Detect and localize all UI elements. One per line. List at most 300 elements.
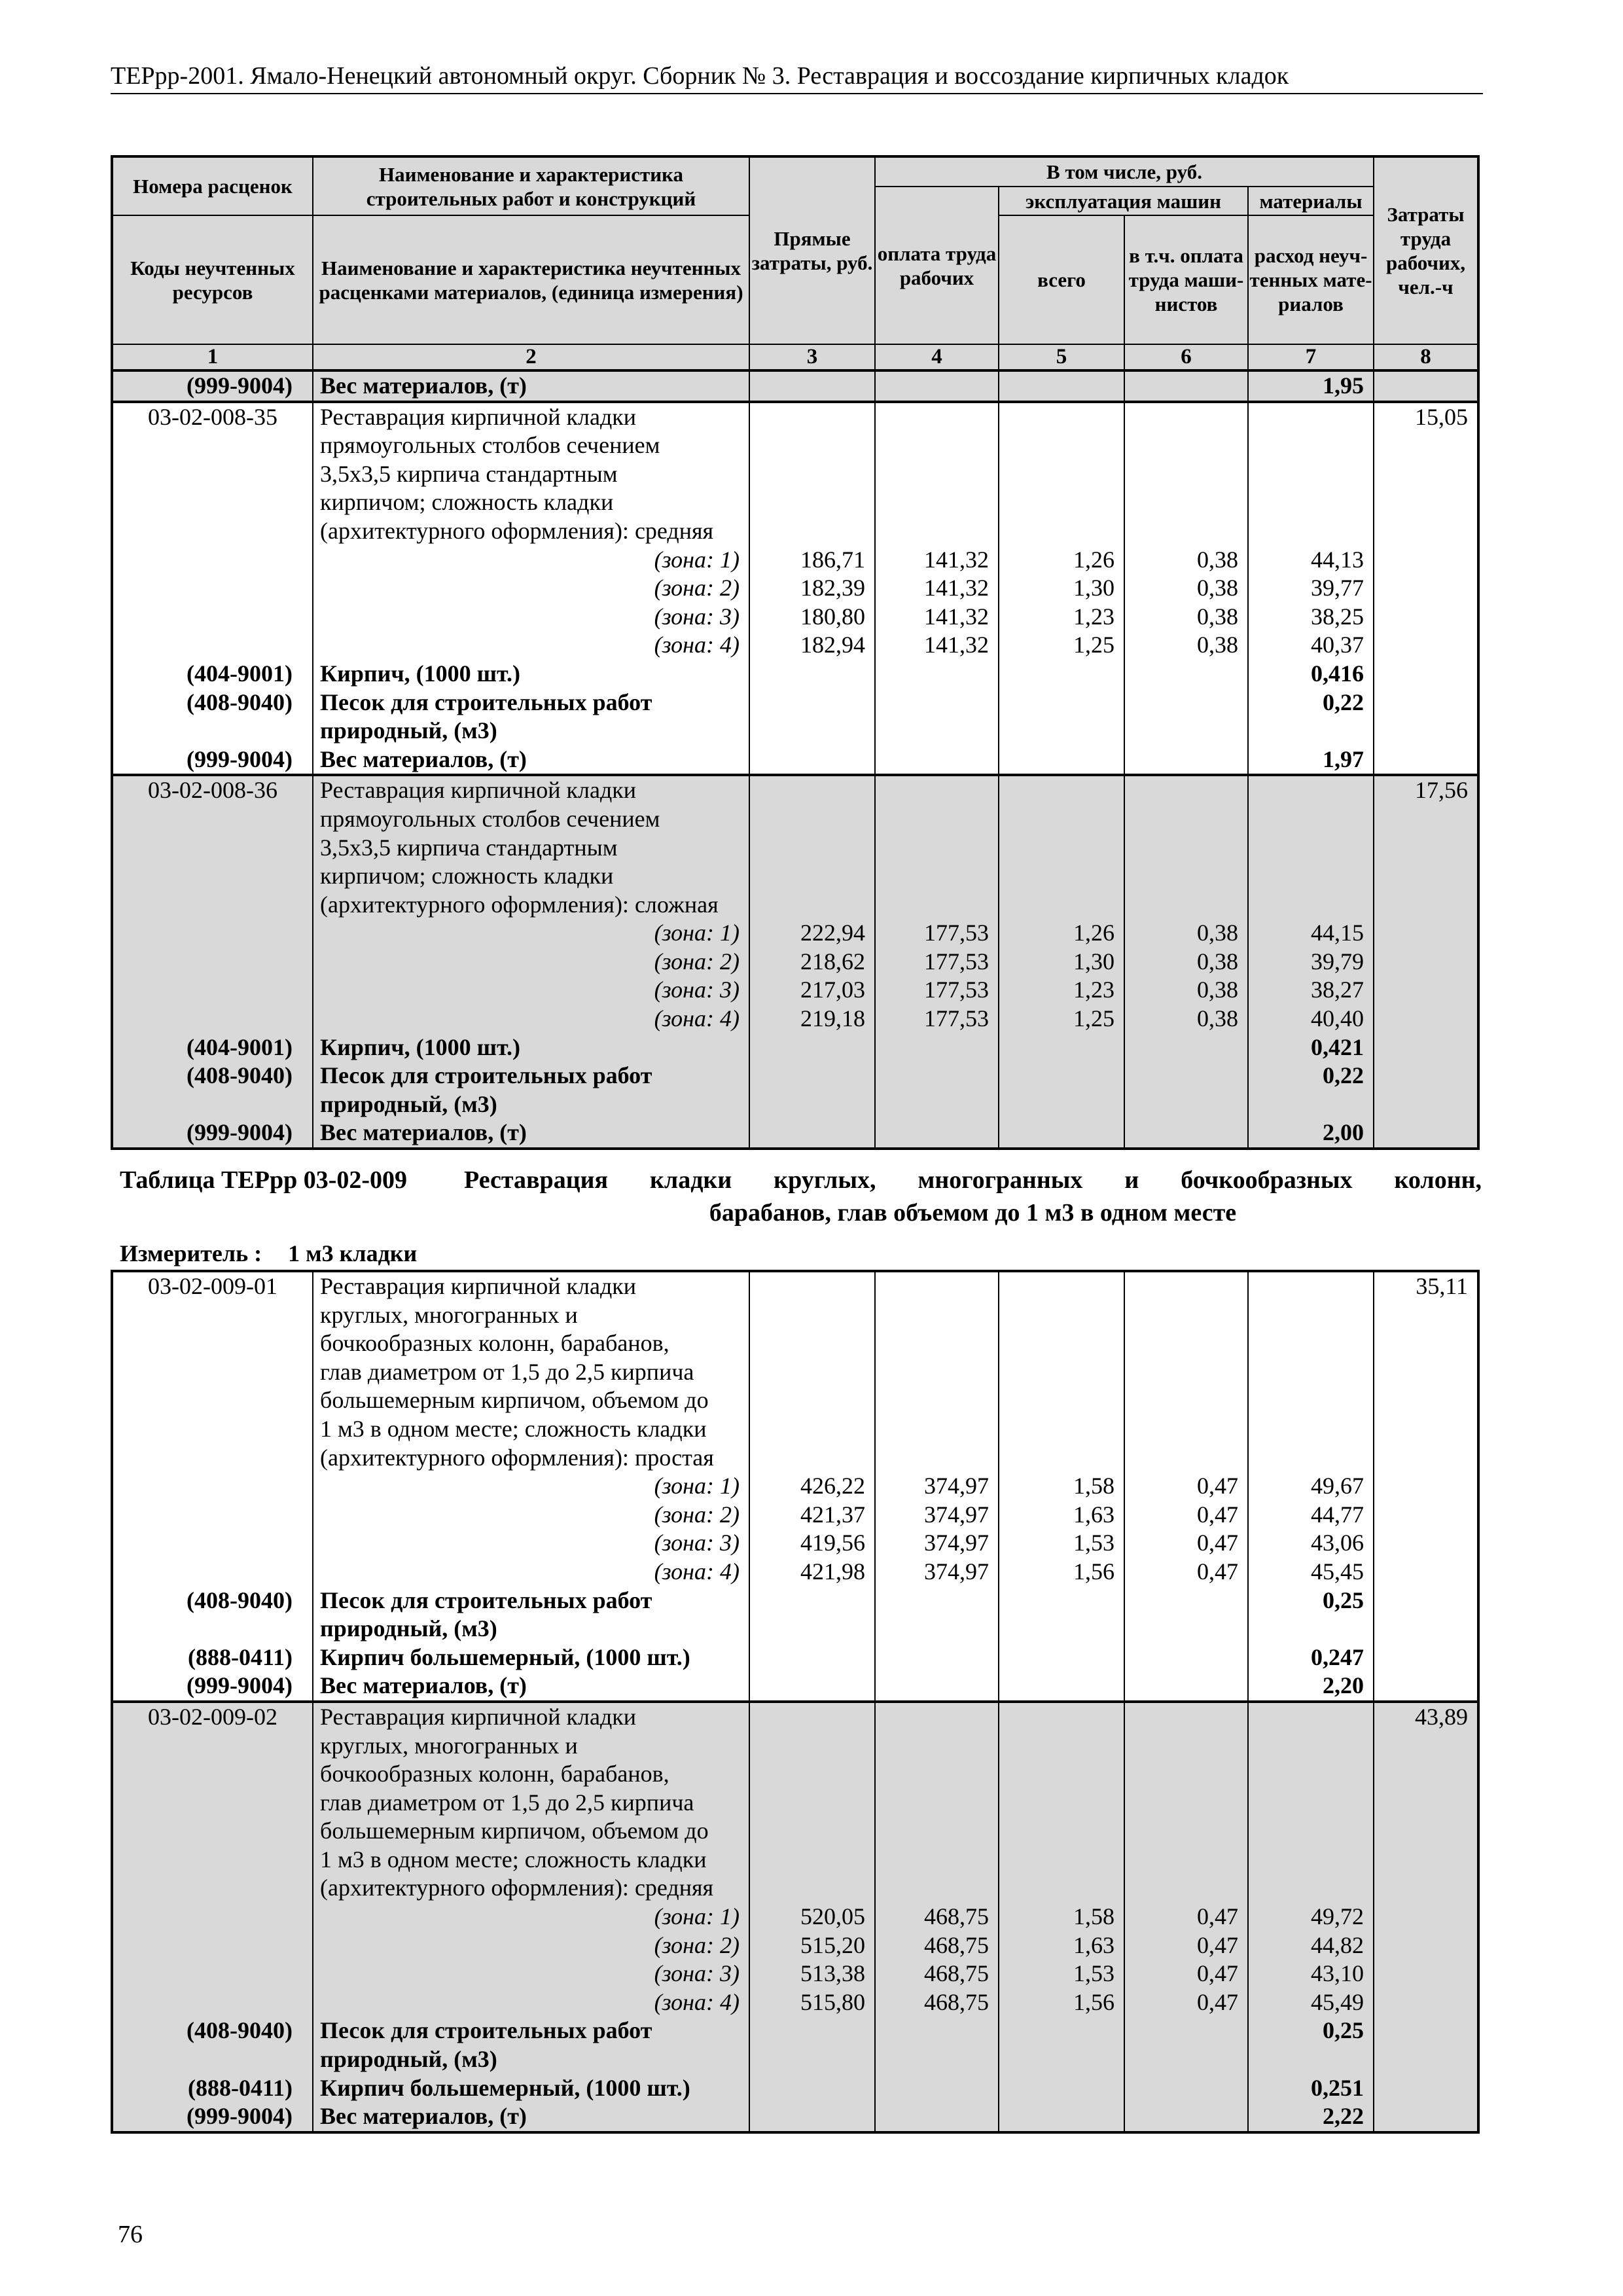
direct-costs: 421,98 xyxy=(749,1558,875,1587)
operator-pay xyxy=(1124,1672,1248,1702)
material-consumption: 44,13 xyxy=(1248,546,1374,575)
zone-label: (зона: 1) xyxy=(313,919,749,948)
resource-code xyxy=(112,976,313,1005)
machines-total xyxy=(999,488,1124,517)
labor-costs xyxy=(1374,1119,1478,1149)
worker-pay xyxy=(875,2074,999,2103)
labor-costs xyxy=(1374,919,1478,948)
rate-code xyxy=(112,1789,313,1818)
rate-description-line xyxy=(112,1732,1478,1761)
worker-pay xyxy=(875,370,999,402)
material-consumption xyxy=(1248,2045,1374,2074)
direct-costs: 219,18 xyxy=(749,1005,875,1033)
machines-total: 1,26 xyxy=(999,919,1124,948)
labor-costs xyxy=(1374,1415,1478,1444)
operator-pay xyxy=(1124,1329,1248,1358)
operator-pay xyxy=(1124,660,1248,689)
direct-costs: 186,71 xyxy=(749,546,875,575)
rate-description-line xyxy=(112,431,1478,460)
direct-costs xyxy=(749,1090,875,1119)
worker-pay: 374,97 xyxy=(875,1558,999,1587)
resource-code xyxy=(112,1005,313,1033)
direct-costs xyxy=(749,717,875,745)
header-material-consumption: расход неуч-тенных мате-риалов xyxy=(1248,215,1374,344)
direct-costs xyxy=(749,660,875,689)
labor-costs: 17,56 xyxy=(1374,775,1478,805)
machines-total xyxy=(999,805,1124,834)
operator-pay xyxy=(1124,2017,1248,2045)
direct-costs xyxy=(749,2045,875,2074)
material-consumption xyxy=(1248,1846,1374,1874)
zone-row xyxy=(112,1931,1478,1960)
operator-pay: 0,47 xyxy=(1124,1558,1248,1587)
operator-pay xyxy=(1124,1444,1248,1473)
labor-costs xyxy=(1374,1062,1478,1090)
rate-code xyxy=(112,1358,313,1387)
description-text: Кирпич, (1000 шт.) xyxy=(313,660,749,689)
resource-code xyxy=(112,1903,313,1931)
material-consumption xyxy=(1248,1271,1374,1301)
direct-costs xyxy=(749,1386,875,1415)
resource-code xyxy=(112,919,313,948)
material-consumption: 0,25 xyxy=(1248,2017,1374,2045)
operator-pay xyxy=(1124,1615,1248,1643)
resource-code: (404-9001) xyxy=(112,1033,313,1062)
zone-label: (зона: 3) xyxy=(313,1529,749,1558)
machines-total xyxy=(999,689,1124,717)
table-title-line2: барабанов, глав объемом до 1 м3 в одном месте xyxy=(709,1199,1237,1227)
measure-label: Измеритель : xyxy=(120,1240,262,1266)
column-number: 6 xyxy=(1124,344,1248,370)
labor-costs xyxy=(1374,574,1478,603)
labor-costs xyxy=(1374,2102,1478,2132)
rate-code: 03-02-009-02 xyxy=(112,1702,313,1732)
material-consumption xyxy=(1248,805,1374,834)
description-text: Кирпич, (1000 шт.) xyxy=(313,1033,749,1062)
material-consumption xyxy=(1248,431,1374,460)
resource-row xyxy=(112,1119,1478,1149)
material-consumption xyxy=(1248,517,1374,546)
direct-costs xyxy=(749,1271,875,1301)
column-number: 1 xyxy=(112,344,313,370)
direct-costs xyxy=(749,370,875,402)
machines-total xyxy=(999,2102,1124,2132)
direct-costs xyxy=(749,1444,875,1473)
rate-description-line xyxy=(112,1386,1478,1415)
material-consumption: 0,421 xyxy=(1248,1033,1374,1062)
operator-pay: 0,47 xyxy=(1124,1501,1248,1530)
worker-pay xyxy=(875,1732,999,1761)
material-consumption xyxy=(1248,1874,1374,1903)
machines-total xyxy=(999,1817,1124,1846)
description-text: Вес материалов, (т) xyxy=(313,370,749,402)
machines-total xyxy=(999,1358,1124,1387)
zone-label: (зона: 3) xyxy=(313,603,749,632)
worker-pay xyxy=(875,1033,999,1062)
operator-pay: 0,38 xyxy=(1124,603,1248,632)
material-consumption: 49,67 xyxy=(1248,1472,1374,1501)
machines-total: 1,58 xyxy=(999,1472,1124,1501)
description-text: Песок для строительных работ xyxy=(313,2017,749,2045)
operator-pay xyxy=(1124,1090,1248,1119)
description-text: бочкообразных колонн, барабанов, xyxy=(313,1329,749,1358)
direct-costs xyxy=(749,1329,875,1358)
labor-costs xyxy=(1374,1386,1478,1415)
material-consumption xyxy=(1248,1090,1374,1119)
machines-total xyxy=(999,1702,1124,1732)
rate-description-line xyxy=(112,834,1478,863)
rate-code: 03-02-009-01 xyxy=(112,1271,313,1301)
direct-costs xyxy=(749,862,875,891)
machines-total: 1,56 xyxy=(999,1558,1124,1587)
machines-total xyxy=(999,1444,1124,1473)
operator-pay: 0,38 xyxy=(1124,574,1248,603)
resource-code xyxy=(112,603,313,632)
machines-total: 1,26 xyxy=(999,546,1124,575)
zone-row xyxy=(112,976,1478,1005)
resource-code xyxy=(112,1090,313,1119)
rate-description-line xyxy=(112,775,1478,805)
operator-pay xyxy=(1124,1386,1248,1415)
direct-costs xyxy=(749,1789,875,1818)
machines-total xyxy=(999,2045,1124,2074)
resource-code: (408-9040) xyxy=(112,2017,313,2045)
header-rate-numbers: Номера расценок xyxy=(112,156,313,215)
material-consumption: 0,25 xyxy=(1248,1587,1374,1615)
operator-pay xyxy=(1124,488,1248,517)
operator-pay xyxy=(1124,1301,1248,1330)
rate-code xyxy=(112,1760,313,1789)
labor-costs xyxy=(1374,1033,1478,1062)
labor-costs: 43,89 xyxy=(1374,1702,1478,1732)
direct-costs xyxy=(749,689,875,717)
labor-costs xyxy=(1374,517,1478,546)
machines-total xyxy=(999,2074,1124,2103)
direct-costs xyxy=(749,1119,875,1149)
column-number: 7 xyxy=(1248,344,1374,370)
resource-code xyxy=(112,1472,313,1501)
machines-total xyxy=(999,1090,1124,1119)
rate-code xyxy=(112,431,313,460)
rate-code xyxy=(112,1874,313,1903)
direct-costs: 180,80 xyxy=(749,603,875,632)
resource-code xyxy=(112,631,313,660)
labor-costs xyxy=(1374,2017,1478,2045)
labor-costs xyxy=(1374,717,1478,745)
direct-costs xyxy=(749,1672,875,1702)
operator-pay: 0,47 xyxy=(1124,1472,1248,1501)
labor-costs xyxy=(1374,1643,1478,1672)
rate-description-line xyxy=(112,891,1478,920)
machines-total: 1,23 xyxy=(999,976,1124,1005)
material-consumption xyxy=(1248,1615,1374,1643)
machines-total xyxy=(999,1672,1124,1702)
direct-costs: 182,94 xyxy=(749,631,875,660)
machines-total xyxy=(999,1033,1124,1062)
description-text: 3,5х3,5 кирпича стандартным xyxy=(313,834,749,863)
machines-total xyxy=(999,431,1124,460)
material-consumption: 39,79 xyxy=(1248,948,1374,977)
machines-total xyxy=(999,1415,1124,1444)
description-text: Реставрация кирпичной кладки xyxy=(313,1271,749,1301)
labor-costs xyxy=(1374,1817,1478,1846)
measure-value: 1 м3 кладки xyxy=(288,1240,418,1266)
resource-code xyxy=(112,546,313,575)
material-consumption: 45,45 xyxy=(1248,1558,1374,1587)
rate-code xyxy=(112,1817,313,1846)
worker-pay: 374,97 xyxy=(875,1472,999,1501)
resource-code: (408-9040) xyxy=(112,689,313,717)
material-consumption: 43,10 xyxy=(1248,1960,1374,1988)
resource-code xyxy=(112,948,313,977)
rate-code xyxy=(112,1444,313,1473)
labor-costs xyxy=(1374,1472,1478,1501)
worker-pay xyxy=(875,402,999,432)
column-number: 5 xyxy=(999,344,1124,370)
resource-code: (888-0411) xyxy=(112,2074,313,2103)
zone-label: (зона: 1) xyxy=(313,546,749,575)
labor-costs xyxy=(1374,1846,1478,1874)
labor-costs xyxy=(1374,891,1478,920)
resource-code: (999-9004) xyxy=(112,370,313,402)
material-consumption xyxy=(1248,460,1374,489)
description-text: (архитектурного оформления): сложная xyxy=(313,891,749,920)
description-text: прямоугольных столбов сечением xyxy=(313,805,749,834)
rate-code xyxy=(112,488,313,517)
direct-costs xyxy=(749,1062,875,1090)
worker-pay xyxy=(875,2102,999,2132)
material-consumption: 1,97 xyxy=(1248,745,1374,776)
zone-row xyxy=(112,1501,1478,1530)
worker-pay xyxy=(875,660,999,689)
operator-pay xyxy=(1124,891,1248,920)
rate-description-line xyxy=(112,1301,1478,1330)
page-number: 76 xyxy=(118,2221,143,2248)
description-text: природный, (м3) xyxy=(313,717,749,745)
zone-row xyxy=(112,603,1478,632)
direct-costs: 421,37 xyxy=(749,1501,875,1530)
direct-costs xyxy=(749,517,875,546)
resource-code: (888-0411) xyxy=(112,1643,313,1672)
table-title-line1: Реставрация кладки круглых, многогранных и бочкообразных колонн, xyxy=(464,1166,1482,1194)
labor-costs: 35,11 xyxy=(1374,1271,1478,1301)
material-consumption xyxy=(1248,862,1374,891)
labor-costs xyxy=(1374,1672,1478,1702)
resource-code xyxy=(112,574,313,603)
rate-code xyxy=(112,1329,313,1358)
direct-costs xyxy=(749,1760,875,1789)
rate-code xyxy=(112,517,313,546)
resource-code: (999-9004) xyxy=(112,1672,313,1702)
operator-pay xyxy=(1124,431,1248,460)
direct-costs: 515,20 xyxy=(749,1931,875,1960)
description-text: кирпичом; сложность кладки xyxy=(313,862,749,891)
rate-description-line xyxy=(112,402,1478,432)
labor-costs xyxy=(1374,1615,1478,1643)
material-consumption: 44,82 xyxy=(1248,1931,1374,1960)
table-label: Таблица ТЕРрр 03-02-009 xyxy=(120,1166,408,1194)
material-consumption: 45,49 xyxy=(1248,1988,1374,2017)
worker-pay: 468,75 xyxy=(875,1903,999,1931)
worker-pay xyxy=(875,1358,999,1387)
labor-costs xyxy=(1374,2045,1478,2074)
machines-total xyxy=(999,370,1124,402)
header-labor-costs: Затраты труда рабочих, чел.-ч xyxy=(1374,156,1478,344)
rates-table-1 xyxy=(111,155,1480,1150)
worker-pay xyxy=(875,717,999,745)
operator-pay: 0,47 xyxy=(1124,1960,1248,1988)
resource-code: (408-9040) xyxy=(112,1587,313,1615)
labor-costs xyxy=(1374,1301,1478,1330)
rate-description-line xyxy=(112,1329,1478,1358)
machines-total: 1,25 xyxy=(999,631,1124,660)
column-number: 3 xyxy=(749,344,875,370)
operator-pay xyxy=(1124,370,1248,402)
rate-code xyxy=(112,1386,313,1415)
header-resource-codes: Коды неучтенных ресурсов xyxy=(112,215,313,344)
direct-costs xyxy=(749,891,875,920)
resource-row xyxy=(112,1672,1478,1702)
worker-pay xyxy=(875,1615,999,1643)
worker-pay: 468,75 xyxy=(875,1988,999,2017)
direct-costs: 218,62 xyxy=(749,948,875,977)
operator-pay xyxy=(1124,2102,1248,2132)
zone-row xyxy=(112,1558,1478,1587)
rate-description-line xyxy=(112,1874,1478,1903)
description-text: природный, (м3) xyxy=(313,1090,749,1119)
direct-costs xyxy=(749,1415,875,1444)
machines-total xyxy=(999,1760,1124,1789)
worker-pay xyxy=(875,517,999,546)
zone-label: (зона: 4) xyxy=(313,1005,749,1033)
rate-description-line xyxy=(112,460,1478,489)
description-text: Кирпич большемерный, (1000 шт.) xyxy=(313,1643,749,1672)
machines-total: 1,53 xyxy=(999,1529,1124,1558)
material-consumption: 2,20 xyxy=(1248,1672,1374,1702)
description-text: природный, (м3) xyxy=(313,1615,749,1643)
operator-pay: 0,47 xyxy=(1124,1903,1248,1931)
zone-label: (зона: 3) xyxy=(313,1960,749,1988)
machines-total xyxy=(999,745,1124,776)
machines-total xyxy=(999,1119,1124,1149)
machines-total xyxy=(999,1643,1124,1672)
zone-row xyxy=(112,1472,1478,1501)
operator-pay xyxy=(1124,460,1248,489)
direct-costs xyxy=(749,1702,875,1732)
direct-costs xyxy=(749,1358,875,1387)
operator-pay: 0,38 xyxy=(1124,546,1248,575)
direct-costs xyxy=(749,745,875,776)
description-text: Реставрация кирпичной кладки xyxy=(313,402,749,432)
description-text: бочкообразных колонн, барабанов, xyxy=(313,1760,749,1789)
resource-row xyxy=(112,689,1478,717)
operator-pay xyxy=(1124,1789,1248,1818)
description-text: Реставрация кирпичной кладки xyxy=(313,1702,749,1732)
description-text: большемерным кирпичом, объемом до xyxy=(313,1817,749,1846)
direct-costs: 520,05 xyxy=(749,1903,875,1931)
operator-pay: 0,47 xyxy=(1124,1988,1248,2017)
worker-pay xyxy=(875,460,999,489)
resource-code xyxy=(112,1960,313,1988)
resource-row xyxy=(112,745,1478,776)
worker-pay: 468,75 xyxy=(875,1931,999,1960)
operator-pay xyxy=(1124,862,1248,891)
operator-pay: 0,38 xyxy=(1124,1005,1248,1033)
material-consumption: 2,00 xyxy=(1248,1119,1374,1149)
material-consumption xyxy=(1248,1817,1374,1846)
rate-code xyxy=(112,891,313,920)
direct-costs xyxy=(749,2017,875,2045)
worker-pay xyxy=(875,1817,999,1846)
rate-description-line xyxy=(112,1817,1478,1846)
material-consumption xyxy=(1248,717,1374,745)
rate-code: 03-02-008-35 xyxy=(112,402,313,432)
resource-code xyxy=(112,1615,313,1643)
rate-description-line xyxy=(112,488,1478,517)
description-text: (архитектурного оформления): простая xyxy=(313,1444,749,1473)
operator-pay: 0,38 xyxy=(1124,976,1248,1005)
labor-costs xyxy=(1374,1005,1478,1033)
header-direct-costs: Прямые затраты, руб. xyxy=(749,156,875,344)
zone-label: (зона: 4) xyxy=(313,1988,749,2017)
machines-total: 1,63 xyxy=(999,1931,1124,1960)
rate-description-line xyxy=(112,805,1478,834)
material-consumption xyxy=(1248,1386,1374,1415)
worker-pay: 141,32 xyxy=(875,574,999,603)
worker-pay xyxy=(875,2045,999,2074)
resource-row xyxy=(112,370,1478,402)
resource-row xyxy=(112,2017,1478,2045)
direct-costs xyxy=(749,2102,875,2132)
description-text: Вес материалов, (т) xyxy=(313,1119,749,1149)
worker-pay xyxy=(875,1672,999,1702)
rate-description-line xyxy=(112,1760,1478,1789)
operator-pay xyxy=(1124,834,1248,863)
header-machines-total: всего xyxy=(999,215,1124,344)
worker-pay xyxy=(875,689,999,717)
labor-costs: 15,05 xyxy=(1374,402,1478,432)
direct-costs xyxy=(749,1846,875,1874)
operator-pay: 0,38 xyxy=(1124,631,1248,660)
direct-costs: 182,39 xyxy=(749,574,875,603)
worker-pay xyxy=(875,2017,999,2045)
material-consumption: 40,37 xyxy=(1248,631,1374,660)
worker-pay xyxy=(875,1789,999,1818)
rate-code xyxy=(112,1732,313,1761)
labor-costs xyxy=(1374,1529,1478,1558)
labor-costs xyxy=(1374,862,1478,891)
operator-pay xyxy=(1124,1033,1248,1062)
worker-pay xyxy=(875,431,999,460)
description-text: 1 м3 в одном месте; сложность кладки xyxy=(313,1415,749,1444)
zone-label: (зона: 2) xyxy=(313,574,749,603)
description-text: глав диаметром от 1,5 до 2,5 кирпича xyxy=(313,1789,749,1818)
machines-total: 1,23 xyxy=(999,603,1124,632)
labor-costs xyxy=(1374,1358,1478,1387)
rate-code xyxy=(112,460,313,489)
worker-pay: 177,53 xyxy=(875,1005,999,1033)
machines-total xyxy=(999,1732,1124,1761)
direct-costs xyxy=(749,805,875,834)
machines-total xyxy=(999,1271,1124,1301)
material-consumption: 39,77 xyxy=(1248,574,1374,603)
direct-costs xyxy=(749,1732,875,1761)
worker-pay: 177,53 xyxy=(875,976,999,1005)
rate-code xyxy=(112,862,313,891)
material-consumption: 1,95 xyxy=(1248,370,1374,402)
worker-pay: 141,32 xyxy=(875,631,999,660)
direct-costs: 426,22 xyxy=(749,1472,875,1501)
